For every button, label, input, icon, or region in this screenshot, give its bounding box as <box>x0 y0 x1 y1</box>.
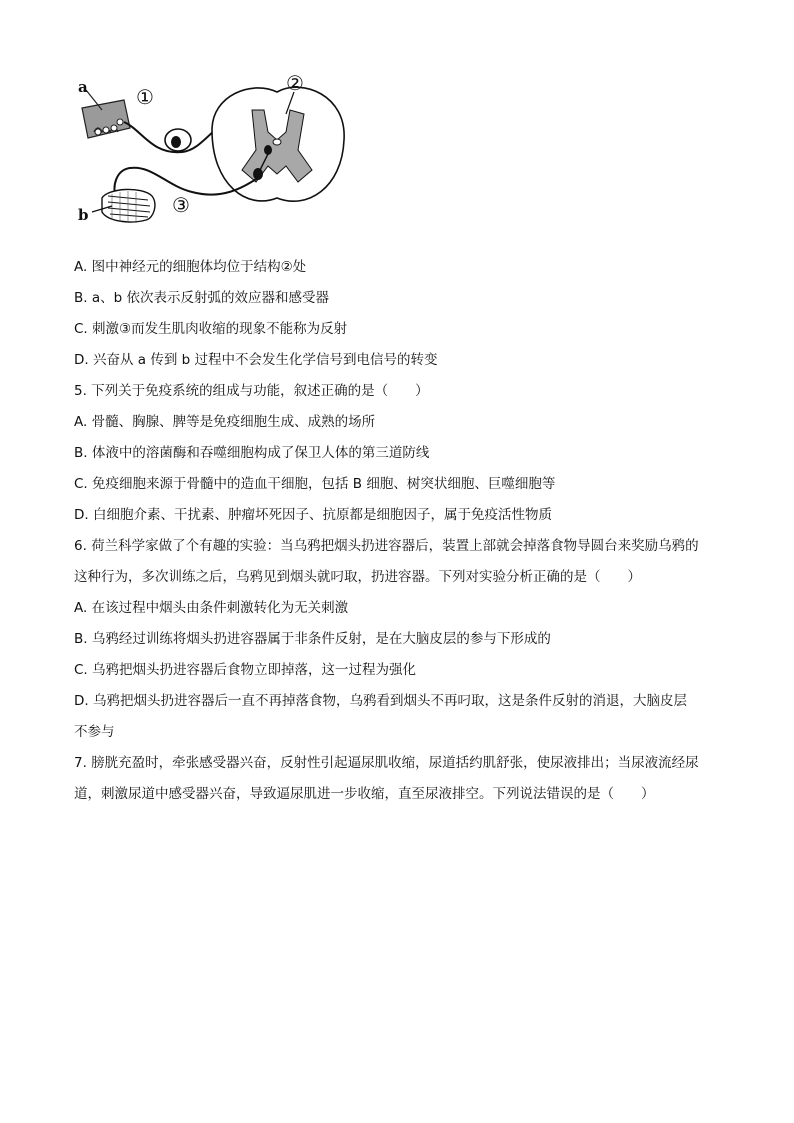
ganglion-cell-body <box>171 136 181 148</box>
q6-option-a: A. 在该过程中烟头由条件刺激转化为无关刺激 <box>74 600 349 616</box>
q4-option-b: B. a、b 依次表示反射弧的效应器和感受器 <box>74 290 329 306</box>
q5-option-b: B. 体液中的溶菌酶和吞噬细胞构成了保卫人体的第三道防线 <box>74 445 430 461</box>
label-3: ③ <box>172 193 190 217</box>
q6-option-b: B. 乌鸦经过训练将烟头扔进容器属于非条件反射，是在大脑皮层的参与下形成的 <box>74 631 551 647</box>
label-2: ② <box>286 71 304 95</box>
q5-option-c: C. 免疫细胞来源于骨髓中的造血干细胞，包括 B 细胞、树突状细胞、巨噬细胞等 <box>74 476 556 492</box>
q4-option-d: D. 兴奋从 a 传到 b 过程中不会发生化学信号到电信号的转变 <box>74 352 438 368</box>
q4-option-a: A. 图中神经元的细胞体均位于结构②处 <box>74 259 307 275</box>
q5-option-d: D. 白细胞介素、干扰素、肿瘤坏死因子、抗原都是细胞因子，属于免疫活性物质 <box>74 507 552 523</box>
receptor-skin-shape <box>82 100 130 138</box>
reflex-arc-diagram <box>72 70 372 230</box>
label-b: b <box>78 206 89 224</box>
question-text-block <box>74 252 724 810</box>
label-1: ① <box>136 85 154 109</box>
q6-stem-line-2: 这种行为，多次训练之后，乌鸦见到烟头就叼取，扔进容器。下列对实验分析正确的是（ ） <box>74 569 641 585</box>
q6-option-d-line-2: 不参与 <box>74 724 115 740</box>
q6-stem-line-1: 6. 荷兰科学家做了个有趣的实验：当乌鸦把烟头扔进容器后，装置上部就会掉落食物导圆台来奖励乌鸦的 <box>74 538 699 554</box>
q5-stem: 5. 下列关于免疫系统的组成与功能，叙述正确的是（ ） <box>74 383 429 399</box>
q5-option-a: A. 骨髓、胸腺、脾等是免疫细胞生成、成熟的场所 <box>74 414 376 430</box>
spinal-cord-shape <box>212 87 344 201</box>
q7-stem-line-2: 道，刺激尿道中感受器兴奋，导致逼尿肌进一步收缩，直至尿液排空。下列说法错误的是（ ） <box>74 786 655 802</box>
label-a: a <box>78 78 88 96</box>
q7-stem-line-1: 7. 膀胱充盈时，牵张感受器兴奋，反射性引起逼尿肌收缩，尿道括约肌舒张，使尿液排出；当尿液流经尿 <box>74 755 699 771</box>
q4-option-c: C. 刺激③而发生肌肉收缩的现象不能称为反射 <box>74 321 348 337</box>
q6-option-c: C. 乌鸦把烟头扔进容器后食物立即掉落，这一过程为强化 <box>74 662 417 678</box>
q6-option-d-line-1: D. 乌鸦把烟头扔进容器后一直不再掉落食物，乌鸦看到烟头不再叼取，这是条件反射的消退，大脑皮层 <box>74 693 687 709</box>
reflex-arc-figure <box>72 70 372 230</box>
